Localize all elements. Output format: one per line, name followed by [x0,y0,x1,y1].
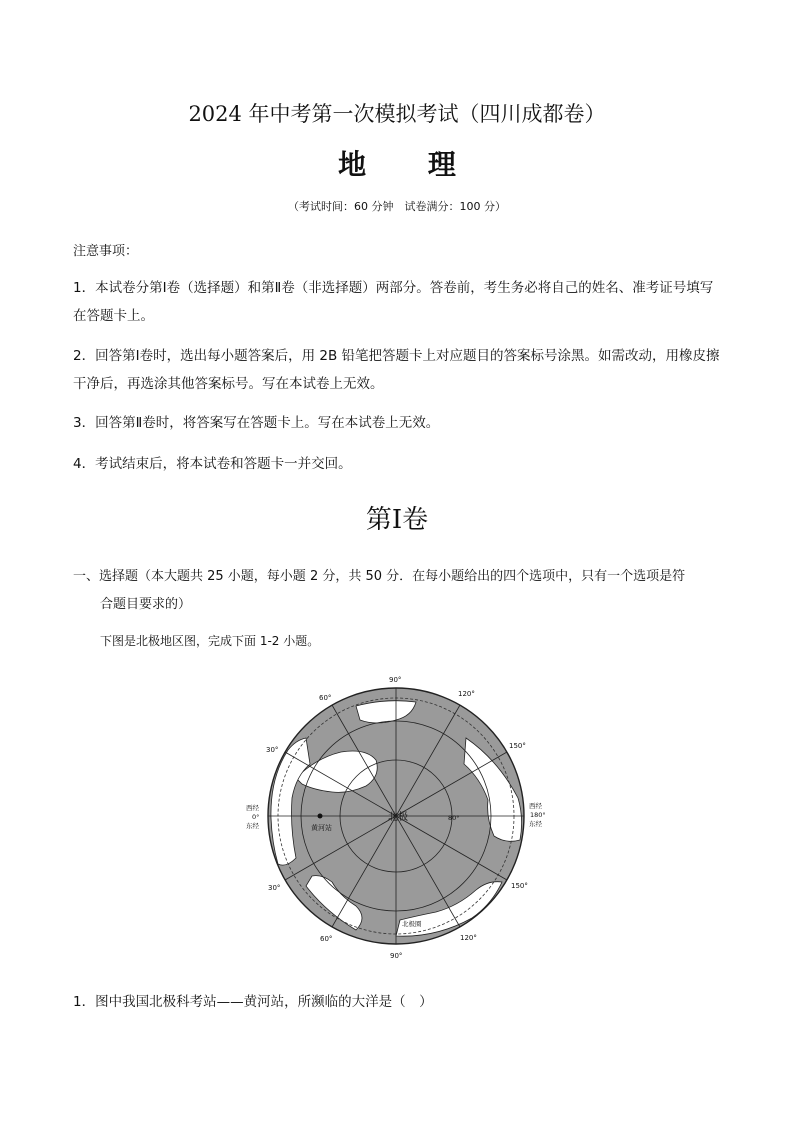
question-group-line-2: 合题目要求的） [100,597,192,612]
lon-120-top-label: 120° [458,690,475,698]
question-intro: 下图是北极地区图，完成下面 1-2 小题。 [100,634,320,648]
lon-left-0-label: 0° [252,813,260,821]
lon-30-bottom-label: 30° [268,884,281,892]
lon-right-180-label: 180° [530,811,546,819]
lon-right-west-label: 西经 [529,802,542,810]
lon-90-top-label: 90° [389,676,402,684]
lon-left-west-label: 西经 [246,804,259,812]
notice-item-2: 2．回答第Ⅰ卷时，选出每小题答案后，用 2B 铅笔把答题卡上对应题目的答案标号涂黑。如需改动，用橡皮擦干净后，再选涂其他答案标号。写在本试卷上无效。 [73,348,720,392]
question-group-heading [73,563,725,619]
arctic-circle-label: 北极圈 [402,920,422,928]
lon-60-bottom-label: 60° [320,935,333,943]
lon-90-bottom-label: 90° [390,952,403,960]
notice-item-1: 1．本试卷分第Ⅰ卷（选择题）和第Ⅱ卷（非选择题）两部分。答卷前，考生务必将自己的姓名、准考证号填写在答题卡上。 [73,280,714,324]
latitude-80-label: 80° [448,814,460,822]
huanghe-station-marker [318,814,323,819]
notice-item-4: 4．考试结束后，将本试卷和答题卡一并交回。 [73,456,352,472]
lon-150-top-label: 150° [509,742,526,750]
lon-120-bottom-label: 120° [460,934,477,942]
notice-item-3: 3．回答第Ⅱ卷时，将答案写在答题卡上。写在本试卷上无效。 [73,415,440,431]
section-title: 第Ⅰ卷 [365,505,429,535]
exam-title: 2024 年中考第一次模拟考试（四川成都卷） [188,102,606,126]
notice-heading: 注意事项： [73,244,139,259]
exam-info: （考试时间：60 分钟 试卷满分：100 分） [288,200,506,213]
lon-right-east-label: 东经 [529,820,542,828]
subject-title: 地 理 [338,148,482,181]
lon-left-east-label: 东经 [246,822,259,830]
north-pole-label: 北极 [388,812,408,823]
huanghe-station-label: 黄河站 [311,824,332,832]
arctic-map [236,668,556,968]
lon-60-top-label: 60° [319,694,332,702]
lon-30-top-label: 30° [266,746,279,754]
lon-150-bottom-label: 150° [511,882,528,890]
question-group-line-1: 一、选择题（本大题共 25 小题，每小题 2 分，共 50 分．在每小题给出的四个选项中，只有一个选项是符 [73,569,686,584]
question-1: 1．图中我国北极科考站——黄河站，所濒临的大洋是（ ） [73,994,433,1010]
